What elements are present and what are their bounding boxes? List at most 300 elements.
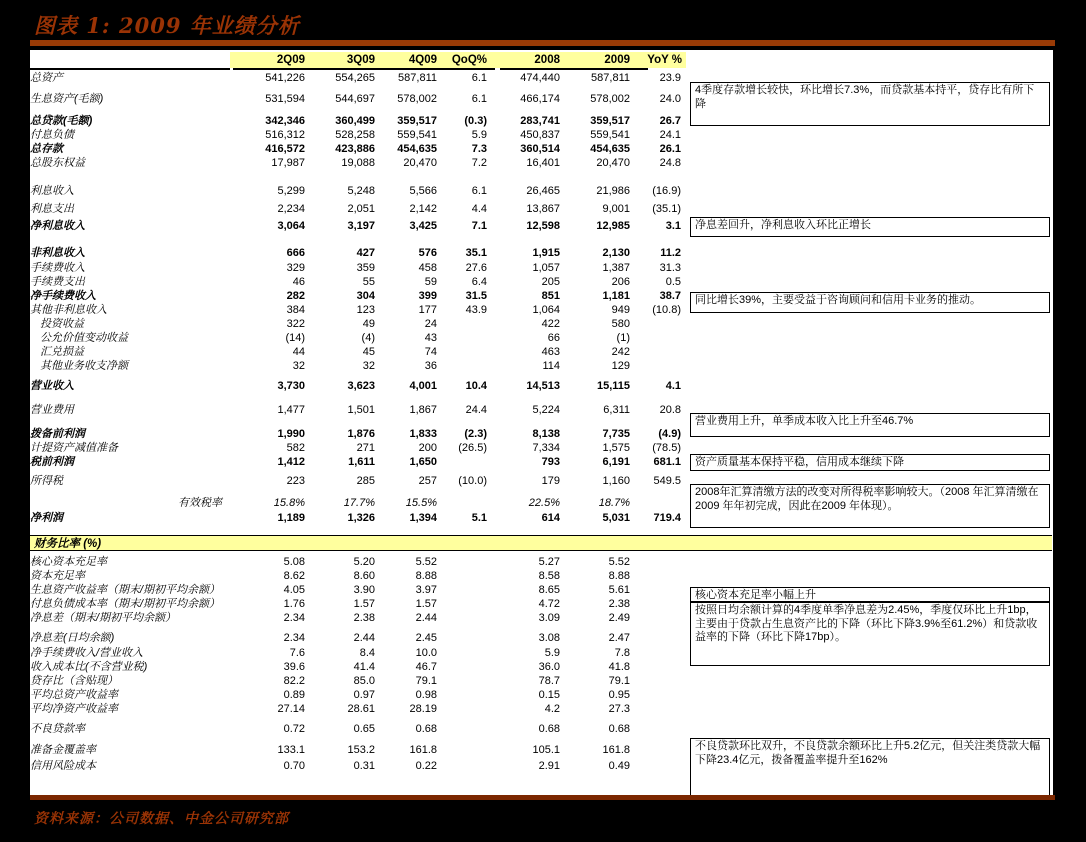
table-cell: [437, 455, 487, 469]
row-label: 平均净资产收益率: [30, 703, 118, 715]
table-cell: 242: [611, 346, 630, 358]
table-cell: [437, 702, 487, 716]
table-row: [30, 646, 686, 660]
table-cell: [630, 688, 686, 702]
table-cell: 416,572: [265, 143, 305, 155]
table-cell: 3,197: [347, 220, 375, 232]
table-cell: 8.4: [359, 647, 375, 659]
table-cell: [630, 743, 686, 757]
table-cell: (4): [361, 332, 375, 344]
table-row: [30, 511, 686, 525]
table-cell: 11.2: [660, 247, 681, 259]
table-cell: 578,002: [590, 93, 630, 105]
table-cell: 719.4: [653, 512, 681, 524]
table-cell: 578,002: [397, 93, 437, 105]
table-cell: 1,501: [347, 404, 375, 416]
table-cell: 283,741: [520, 115, 560, 127]
table-cell: 8,138: [532, 428, 560, 440]
table-row: [30, 631, 686, 645]
column-header-4q09: 4Q09: [375, 52, 437, 68]
table-cell: 6.1: [471, 72, 487, 84]
table-cell: 0.72: [283, 723, 305, 735]
table-cell: 41.4: [353, 661, 375, 673]
table-cell: 31.5: [465, 290, 487, 302]
table-cell: 6,191: [602, 456, 630, 468]
table-row: [30, 660, 686, 674]
table-cell: (16.9): [652, 185, 681, 197]
table-cell: 6.4: [471, 276, 487, 288]
table-cell: 49: [362, 318, 375, 330]
table-cell: 549.5: [653, 475, 681, 487]
table-cell: 26.1: [659, 143, 681, 155]
table-cell: 359: [356, 262, 375, 274]
table-cell: 3,064: [277, 220, 305, 232]
table-row: [30, 569, 686, 583]
table-row: [30, 427, 686, 441]
table-cell: 0.89: [283, 689, 305, 701]
table-cell: 0.5: [665, 276, 681, 288]
table-cell: 1,611: [348, 456, 375, 468]
table-cell: (2.3): [464, 428, 487, 440]
table-cell: 587,811: [591, 72, 630, 84]
table-cell: 1,181: [602, 290, 630, 302]
table-cell: 0.70: [283, 760, 305, 772]
table-cell: 26,465: [526, 185, 560, 197]
table-cell: 8.88: [415, 570, 437, 582]
table-row: [30, 674, 686, 688]
table-cell: 422: [541, 318, 560, 330]
table-cell: 427: [356, 247, 375, 259]
table-cell: 5,248: [347, 185, 375, 197]
table-cell: 205: [541, 276, 560, 288]
table-cell: 5.08: [283, 556, 305, 568]
title-rule: [30, 40, 1055, 46]
table-cell: 14,513: [526, 380, 560, 392]
table-cell: 559,541: [590, 129, 630, 141]
table-cell: 0.22: [415, 760, 437, 772]
table-cell: 44: [292, 346, 305, 358]
table-cell: 2.47: [608, 632, 630, 644]
figure-title: 图表 1: 2009 年业绩分析: [34, 13, 300, 38]
row-label: 净息差（期末/期初平均余额）: [30, 612, 177, 624]
table-cell: 322: [286, 318, 305, 330]
table-cell: 5,299: [277, 185, 305, 197]
table-cell: (10.8): [652, 304, 681, 316]
table-cell: 304: [356, 290, 375, 302]
table-cell: 41.8: [608, 661, 630, 673]
table-row: [30, 597, 686, 611]
table-cell: 2.38: [608, 598, 630, 610]
row-label: 收入成本比(不含营业税): [30, 661, 148, 673]
table-cell: 24: [424, 318, 437, 330]
table-row: [30, 555, 686, 569]
table-cell: 423,886: [335, 143, 375, 155]
table-cell: 46: [292, 276, 305, 288]
row-label: 利息支出: [30, 203, 74, 215]
table-cell: 8.58: [538, 570, 560, 582]
table-cell: [630, 631, 686, 645]
table-cell: 681.1: [653, 456, 681, 468]
table-cell: 450,837: [520, 129, 560, 141]
table-cell: 1,575: [602, 442, 630, 454]
table-cell: 38.7: [659, 290, 681, 302]
table-cell: [437, 597, 487, 611]
table-cell: 342,346: [265, 115, 305, 127]
table-cell: [630, 597, 686, 611]
table-cell: 4.2: [544, 703, 560, 715]
table-row: [30, 455, 686, 469]
table-cell: 66: [547, 332, 560, 344]
table-cell: 1,477: [277, 404, 305, 416]
row-label: 所得税: [30, 475, 63, 487]
table-cell: (4.9): [658, 428, 681, 440]
table-cell: [630, 702, 686, 716]
table-cell: 27.3: [608, 703, 630, 715]
row-label: 不良贷款率: [30, 723, 85, 735]
table-cell: 851: [541, 290, 560, 302]
table-cell: 7.8: [614, 647, 630, 659]
table-row: [30, 202, 686, 216]
column-header-3q09: 3Q09: [305, 52, 375, 68]
row-label: 公允价值变动收益: [40, 332, 128, 344]
table-cell: 2,142: [409, 203, 437, 215]
table-cell: [630, 345, 686, 359]
table-cell: 949: [611, 304, 630, 316]
table-cell: 5.61: [608, 584, 630, 596]
table-cell: 6.1: [471, 185, 487, 197]
table-cell: 466,174: [520, 93, 560, 105]
table-cell: 15.5%: [405, 497, 437, 509]
column-header-2009: 2009: [560, 52, 630, 68]
table-cell: 1,990: [277, 428, 305, 440]
table-row: [30, 441, 686, 455]
table-cell: 399: [418, 290, 437, 302]
table-cell: 39.6: [283, 661, 305, 673]
annotation-box: 2008年汇算清缴方法的改变对所得税率影响较大。（2008 年汇算清缴在2009 年年初完成，因此在2009 年体现）。: [690, 484, 1050, 528]
table-cell: 17,987: [271, 157, 305, 169]
table-cell: 36: [424, 360, 437, 372]
annotation-box: 营业费用上升，单季成本收入比上升至46.7%: [690, 413, 1050, 437]
table-cell: 133.1: [277, 744, 305, 756]
table-row: [30, 184, 686, 198]
table-cell: [437, 331, 487, 345]
table-cell: 3.97: [415, 584, 437, 596]
table-cell: 15.8%: [273, 497, 305, 509]
table-cell: 1,915: [532, 247, 560, 259]
table-cell: 474,440: [520, 72, 560, 84]
table-cell: [437, 743, 487, 757]
table-cell: (78.5): [652, 442, 681, 454]
table-cell: 454,635: [397, 143, 437, 155]
table-row: [30, 702, 686, 716]
table-cell: 43: [424, 332, 437, 344]
table-row: [30, 128, 686, 142]
table-cell: 614: [541, 512, 560, 524]
row-label: 拨备前利润: [30, 428, 85, 440]
table-row: [30, 92, 686, 106]
table-cell: [630, 555, 686, 569]
annotation-box: 不良贷款环比双升，不良贷款余额环比上升5.2亿元，但关注类贷款大幅下降23.4亿元，拨备覆盖率提升至162%: [690, 738, 1050, 800]
table-cell: 1,064: [532, 304, 560, 316]
table-cell: (26.5): [458, 442, 487, 454]
table-row: [30, 759, 686, 773]
table-header-row: [30, 52, 686, 68]
table-cell: 0.15: [538, 689, 560, 701]
table-cell: 17.7%: [343, 497, 375, 509]
table-cell: 4.4: [471, 203, 487, 215]
table-cell: (0.3): [464, 115, 487, 127]
table-cell: 580: [611, 318, 630, 330]
table-cell: 384: [286, 304, 305, 316]
row-label: 手续费收入: [30, 262, 85, 274]
table-cell: 6.1: [471, 93, 487, 105]
table-cell: 177: [418, 304, 437, 316]
table-cell: 257: [418, 475, 437, 487]
column-header-qoq: QoQ%: [437, 52, 487, 68]
table-cell: 78.7: [538, 675, 560, 687]
row-label: 有效税率: [178, 497, 222, 509]
table-cell: 114: [542, 360, 560, 372]
table-cell: 5,566: [409, 185, 437, 197]
table-row: [30, 496, 686, 510]
table-cell: (10.0): [458, 475, 487, 487]
table-row: [30, 379, 686, 393]
table-cell: [437, 569, 487, 583]
table-cell: 4.05: [283, 584, 305, 596]
table-cell: 5.20: [353, 556, 375, 568]
table-cell: 74: [424, 346, 437, 358]
table-cell: [630, 331, 686, 345]
table-cell: 16,401: [526, 157, 560, 169]
table-cell: 5.9: [471, 129, 487, 141]
table-cell: 3,425: [409, 220, 437, 232]
table-cell: [630, 317, 686, 331]
table-row: [30, 583, 686, 597]
table-cell: [630, 583, 686, 597]
annotation-box: 资产质量基本保持平稳，信用成本继续下降: [690, 454, 1050, 471]
table-cell: 1,057: [532, 262, 560, 274]
source-note: 资料来源：公司数据、中金公司研究部: [34, 811, 289, 827]
table-row: [30, 331, 686, 345]
table-cell: 161.8: [602, 744, 630, 756]
table-row: [30, 611, 686, 625]
table-cell: 82.2: [283, 675, 305, 687]
table-cell: 20,470: [596, 157, 630, 169]
row-label: 税前利润: [30, 456, 74, 468]
table-cell: 582: [286, 442, 305, 454]
table-cell: 43.9: [465, 304, 487, 316]
table-cell: 161.8: [409, 744, 437, 756]
column-header-2008: 2008: [487, 52, 560, 68]
table-cell: [437, 583, 487, 597]
table-cell: 1,387: [602, 262, 630, 274]
table-cell: [437, 555, 487, 569]
table-cell: 531,594: [265, 93, 305, 105]
content-panel: [30, 50, 1053, 795]
row-label: 生息资产(毛额): [30, 93, 104, 105]
table-cell: 5,031: [602, 512, 630, 524]
header-label-spacer: [30, 52, 230, 68]
table-cell: 282: [286, 290, 305, 302]
row-label: 净息差(日均余额): [30, 632, 115, 644]
table-cell: [437, 660, 487, 674]
table-row: [30, 403, 686, 417]
table-cell: 32: [362, 360, 375, 372]
table-row: [30, 743, 686, 757]
table-row: [30, 359, 686, 373]
table-cell: 3.1: [665, 220, 681, 232]
table-cell: 7.1: [471, 220, 487, 232]
table-cell: [437, 688, 487, 702]
table-cell: 2.34: [283, 632, 305, 644]
table-cell: 31.3: [659, 262, 681, 274]
table-cell: 0.95: [608, 689, 630, 701]
row-label: 净手续费收入: [30, 290, 96, 302]
table-cell: 7.6: [289, 647, 305, 659]
table-cell: 123: [356, 304, 375, 316]
table-cell: 10.4: [465, 380, 487, 392]
table-cell: 0.65: [353, 723, 375, 735]
table-cell: 7.3: [471, 143, 487, 155]
table-row: [30, 114, 686, 128]
header-underline-labels: [30, 68, 230, 70]
table-cell: 0.68: [415, 723, 437, 735]
table-cell: 7,735: [602, 428, 630, 440]
table-cell: [437, 496, 487, 510]
table-cell: 24.1: [659, 129, 681, 141]
table-cell: 13,867: [526, 203, 560, 215]
table-cell: 5.9: [544, 647, 560, 659]
table-cell: 19,088: [341, 157, 375, 169]
table-row: [30, 345, 686, 359]
table-cell: 359,517: [590, 115, 630, 127]
table-cell: 2.91: [538, 760, 560, 772]
table-cell: [437, 646, 487, 660]
table-cell: 36.0: [538, 661, 560, 673]
table-cell: 2.38: [353, 612, 375, 624]
table-cell: [437, 674, 487, 688]
table-cell: 23.9: [659, 72, 681, 84]
table-cell: 1,876: [347, 428, 375, 440]
table-cell: 28.61: [347, 703, 375, 715]
table-cell: [437, 631, 487, 645]
table-cell: 541,226: [265, 72, 305, 84]
table-cell: 2.45: [415, 632, 437, 644]
row-label: 准备金覆盖率: [30, 744, 96, 756]
row-label: 付息负债: [30, 129, 74, 141]
annotation-box: 4季度存款增长较快，环比增长7.3%，而贷款基本持平，贷存比有所下降: [690, 82, 1050, 126]
table-cell: 2.44: [415, 612, 437, 624]
table-cell: 59: [424, 276, 437, 288]
table-cell: [630, 674, 686, 688]
row-label: 利息收入: [30, 185, 74, 197]
table-cell: 2,051: [347, 203, 375, 215]
table-cell: 0.97: [353, 689, 375, 701]
table-cell: 454,635: [590, 143, 630, 155]
table-cell: [437, 759, 487, 773]
table-cell: [437, 317, 487, 331]
table-cell: 153.2: [347, 744, 375, 756]
table-cell: 360,514: [520, 143, 560, 155]
row-label: 营业费用: [30, 404, 74, 416]
table-cell: 55: [362, 276, 375, 288]
table-cell: 0.31: [353, 760, 375, 772]
table-cell: (35.1): [652, 203, 681, 215]
row-label: 计提资产减值准备: [30, 442, 118, 454]
table-cell: 4.1: [665, 380, 681, 392]
table-cell: 359,517: [397, 115, 437, 127]
table-cell: 1,394: [409, 512, 437, 524]
annotation-box: 同比增长39%，主要受益于咨询顾问和信用卡业务的推动。: [690, 292, 1050, 313]
table-cell: 528,258: [335, 129, 375, 141]
table-cell: 1.76: [283, 598, 305, 610]
table-cell: 22.5%: [528, 497, 560, 509]
table-cell: 26.7: [659, 115, 681, 127]
table-cell: 20,470: [403, 157, 437, 169]
annotation-box: 按照日均余额计算的4季度单季净息差为2.45%，季度仅环比上升1bp，主要由于贷款占生息资产比的下降（环比下降3.9%至61.2%）和贷款收益率的下降（环比下降17bp）。: [690, 602, 1050, 666]
table-cell: 223: [286, 475, 305, 487]
table-row: [30, 722, 686, 736]
row-label: 净利息收入: [30, 220, 85, 232]
table-cell: 18.7%: [598, 497, 630, 509]
table-cell: 35.1: [465, 247, 487, 259]
table-cell: 587,811: [398, 72, 437, 84]
table-cell: 45: [362, 346, 375, 358]
table-row: [30, 275, 686, 289]
table-cell: 3.09: [538, 612, 560, 624]
table-cell: 8.65: [538, 584, 560, 596]
row-label: 投资收益: [40, 318, 84, 330]
header-underline-quarters: [233, 68, 495, 70]
table-cell: 2.34: [283, 612, 305, 624]
table-cell: 20.8: [659, 404, 681, 416]
table-cell: 2,234: [277, 203, 305, 215]
table-cell: [630, 660, 686, 674]
table-cell: 4.72: [538, 598, 560, 610]
table-cell: 9,001: [602, 203, 630, 215]
table-cell: 1,326: [347, 512, 375, 524]
table-cell: 793: [541, 456, 560, 468]
table-cell: 3,623: [347, 380, 375, 392]
table-cell: 4,001: [409, 380, 437, 392]
table-cell: 1,189: [277, 512, 305, 524]
table-cell: [437, 722, 487, 736]
section-header-financial-ratios: 财务比率 (%): [30, 535, 1052, 551]
table-cell: 0.98: [415, 689, 437, 701]
row-label: 总资产: [30, 72, 63, 84]
row-label: 贷存比（含贴现）: [30, 675, 118, 687]
table-cell: 129: [611, 360, 630, 372]
table-cell: [630, 759, 686, 773]
table-cell: 2.49: [608, 612, 630, 624]
table-cell: [437, 359, 487, 373]
row-label: 总存款: [30, 143, 63, 155]
table-cell: 458: [418, 262, 437, 274]
table-cell: 8.62: [283, 570, 305, 582]
table-cell: 3.08: [538, 632, 560, 644]
row-label: 汇兑损益: [40, 346, 84, 358]
table-cell: [437, 611, 487, 625]
column-header-2q09: 2Q09: [230, 52, 305, 68]
table-cell: [630, 569, 686, 583]
table-cell: 79.1: [608, 675, 630, 687]
row-label: 营业收入: [30, 380, 74, 392]
table-cell: 10.0: [415, 647, 437, 659]
row-label: 付息负债成本率（期末/期初平均余额）: [30, 598, 221, 610]
table-cell: 28.19: [409, 703, 437, 715]
table-cell: 27.6: [465, 262, 487, 274]
table-cell: 6,311: [603, 404, 630, 416]
